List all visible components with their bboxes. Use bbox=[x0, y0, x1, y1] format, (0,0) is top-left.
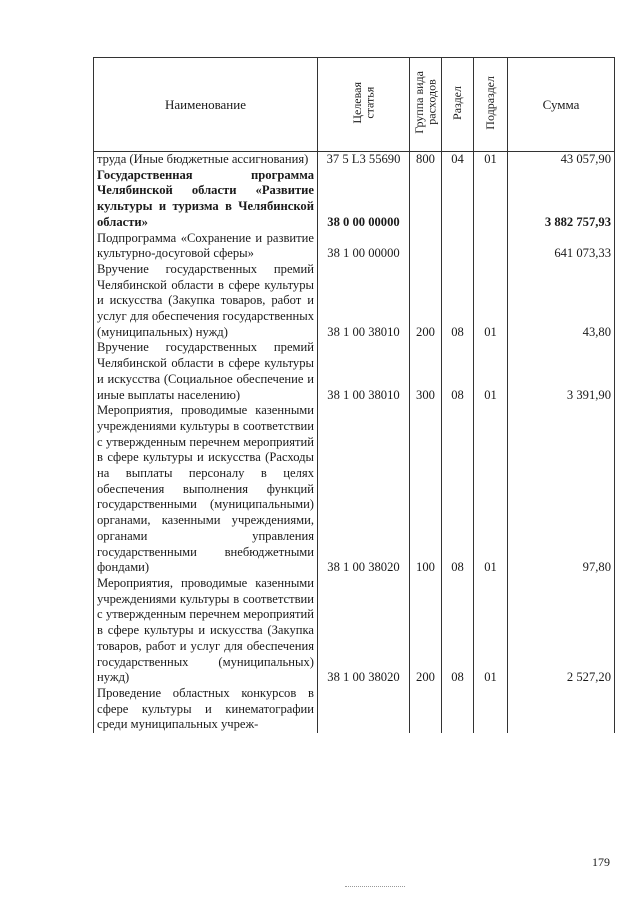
row-subsection bbox=[474, 168, 508, 231]
table-header-row bbox=[94, 58, 615, 152]
row-target-code bbox=[318, 686, 410, 733]
row-expense-group: 200 bbox=[410, 576, 442, 686]
row-section: 04 bbox=[442, 152, 474, 168]
row-expense-group: 300 bbox=[410, 340, 442, 403]
header-sum: Сумма bbox=[508, 58, 615, 152]
row-expense-group bbox=[410, 686, 442, 733]
row-section bbox=[442, 686, 474, 733]
row-subsection bbox=[474, 231, 508, 262]
header-name: Наименование bbox=[94, 58, 318, 152]
row-target-code: 38 1 00 38020 bbox=[318, 403, 410, 576]
row-subsection: 01 bbox=[474, 576, 508, 686]
page-number: 179 bbox=[592, 855, 610, 869]
header-group-cell bbox=[410, 58, 442, 152]
header-target: Целевая статья bbox=[349, 81, 377, 124]
scan-mark bbox=[345, 886, 405, 887]
row-name: Государственная программа Челябинской области «Развитие культуры и туризма в Челябинской области» bbox=[94, 168, 318, 231]
table-row bbox=[94, 576, 615, 686]
row-section: 08 bbox=[442, 262, 474, 341]
row-subsection: 01 bbox=[474, 340, 508, 403]
row-expense-group: 100 bbox=[410, 403, 442, 576]
row-sum: 641 073,33 bbox=[508, 231, 615, 262]
row-subsection: 01 bbox=[474, 152, 508, 168]
row-expense-group bbox=[410, 168, 442, 231]
table-body bbox=[94, 152, 615, 734]
row-section bbox=[442, 168, 474, 231]
row-section: 08 bbox=[442, 340, 474, 403]
row-target-code: 38 1 00 38010 bbox=[318, 340, 410, 403]
row-section: 08 bbox=[442, 403, 474, 576]
row-sum: 3 882 757,93 bbox=[508, 168, 615, 231]
row-name: Проведение областных конкурсов в сфере культуры и кинематографии среди муниципальных учреж- bbox=[94, 686, 318, 733]
row-name: труда (Иные бюджетные ассигнования) bbox=[94, 152, 318, 168]
row-expense-group: 800 bbox=[410, 152, 442, 168]
row-expense-group: 200 bbox=[410, 262, 442, 341]
row-sum: 97,80 bbox=[508, 403, 615, 576]
row-target-code: 38 1 00 00000 bbox=[318, 231, 410, 262]
row-target-code: 38 0 00 00000 bbox=[318, 168, 410, 231]
row-subsection bbox=[474, 686, 508, 733]
row-section bbox=[442, 231, 474, 262]
row-sum: 3 391,90 bbox=[508, 340, 615, 403]
table-row bbox=[94, 231, 615, 262]
header-section-cell bbox=[442, 58, 474, 152]
row-name: Вручение государственных премий Челябинской области в сфере культуры и искусства (Закупка товаров, работ и услуг для обеспечения государственных (муниципальных) нужд) bbox=[94, 262, 318, 341]
header-subsection-cell bbox=[474, 58, 508, 152]
table-row bbox=[94, 168, 615, 231]
row-name: Вручение государственных премий Челябинской области в сфере культуры и искусства (Социальное обеспечение и иные выплаты населению) bbox=[94, 340, 318, 403]
row-name: Мероприятия, проводимые казенными учреждениями культуры в соответствии с утвержденным перечнем мероприятий в сфере культуры и искусства (Закупка товаров, работ и услуг для обеспечения государственных (муниципальных) нужд) bbox=[94, 576, 318, 686]
header-section: Раздел bbox=[450, 85, 465, 120]
row-target-code: 38 1 00 38020 bbox=[318, 576, 410, 686]
row-sum bbox=[508, 686, 615, 733]
row-sum: 43,80 bbox=[508, 262, 615, 341]
row-section: 08 bbox=[442, 576, 474, 686]
row-sum: 2 527,20 bbox=[508, 576, 615, 686]
row-target-code: 37 5 L3 55690 bbox=[318, 152, 410, 168]
row-expense-group bbox=[410, 231, 442, 262]
row-sum: 43 057,90 bbox=[508, 152, 615, 168]
row-name: Подпрограмма «Сохранение и развитие культурно-досуговой сферы» bbox=[94, 231, 318, 262]
row-subsection: 01 bbox=[474, 403, 508, 576]
table-row bbox=[94, 403, 615, 576]
budget-table bbox=[93, 57, 615, 733]
table-row bbox=[94, 152, 615, 168]
table-row bbox=[94, 262, 615, 341]
row-subsection: 01 bbox=[474, 262, 508, 341]
row-name: Мероприятия, проводимые казенными учреждениями культуры в соответствии с утвержденным перечнем мероприятий в сфере культуры и искусства (Расходы на выплаты персоналу в целях обеспечения выполнения функций государственными (муниципальными) органами, казенными учреждениями, органами управления государственными внебюджетными фондами) bbox=[94, 403, 318, 576]
header-subsection: Подраздел bbox=[483, 75, 498, 130]
row-target-code: 38 1 00 38010 bbox=[318, 262, 410, 341]
header-group: Группа вида расходов bbox=[411, 71, 439, 134]
table-row bbox=[94, 686, 615, 733]
table-row bbox=[94, 340, 615, 403]
header-target-cell bbox=[318, 58, 410, 152]
